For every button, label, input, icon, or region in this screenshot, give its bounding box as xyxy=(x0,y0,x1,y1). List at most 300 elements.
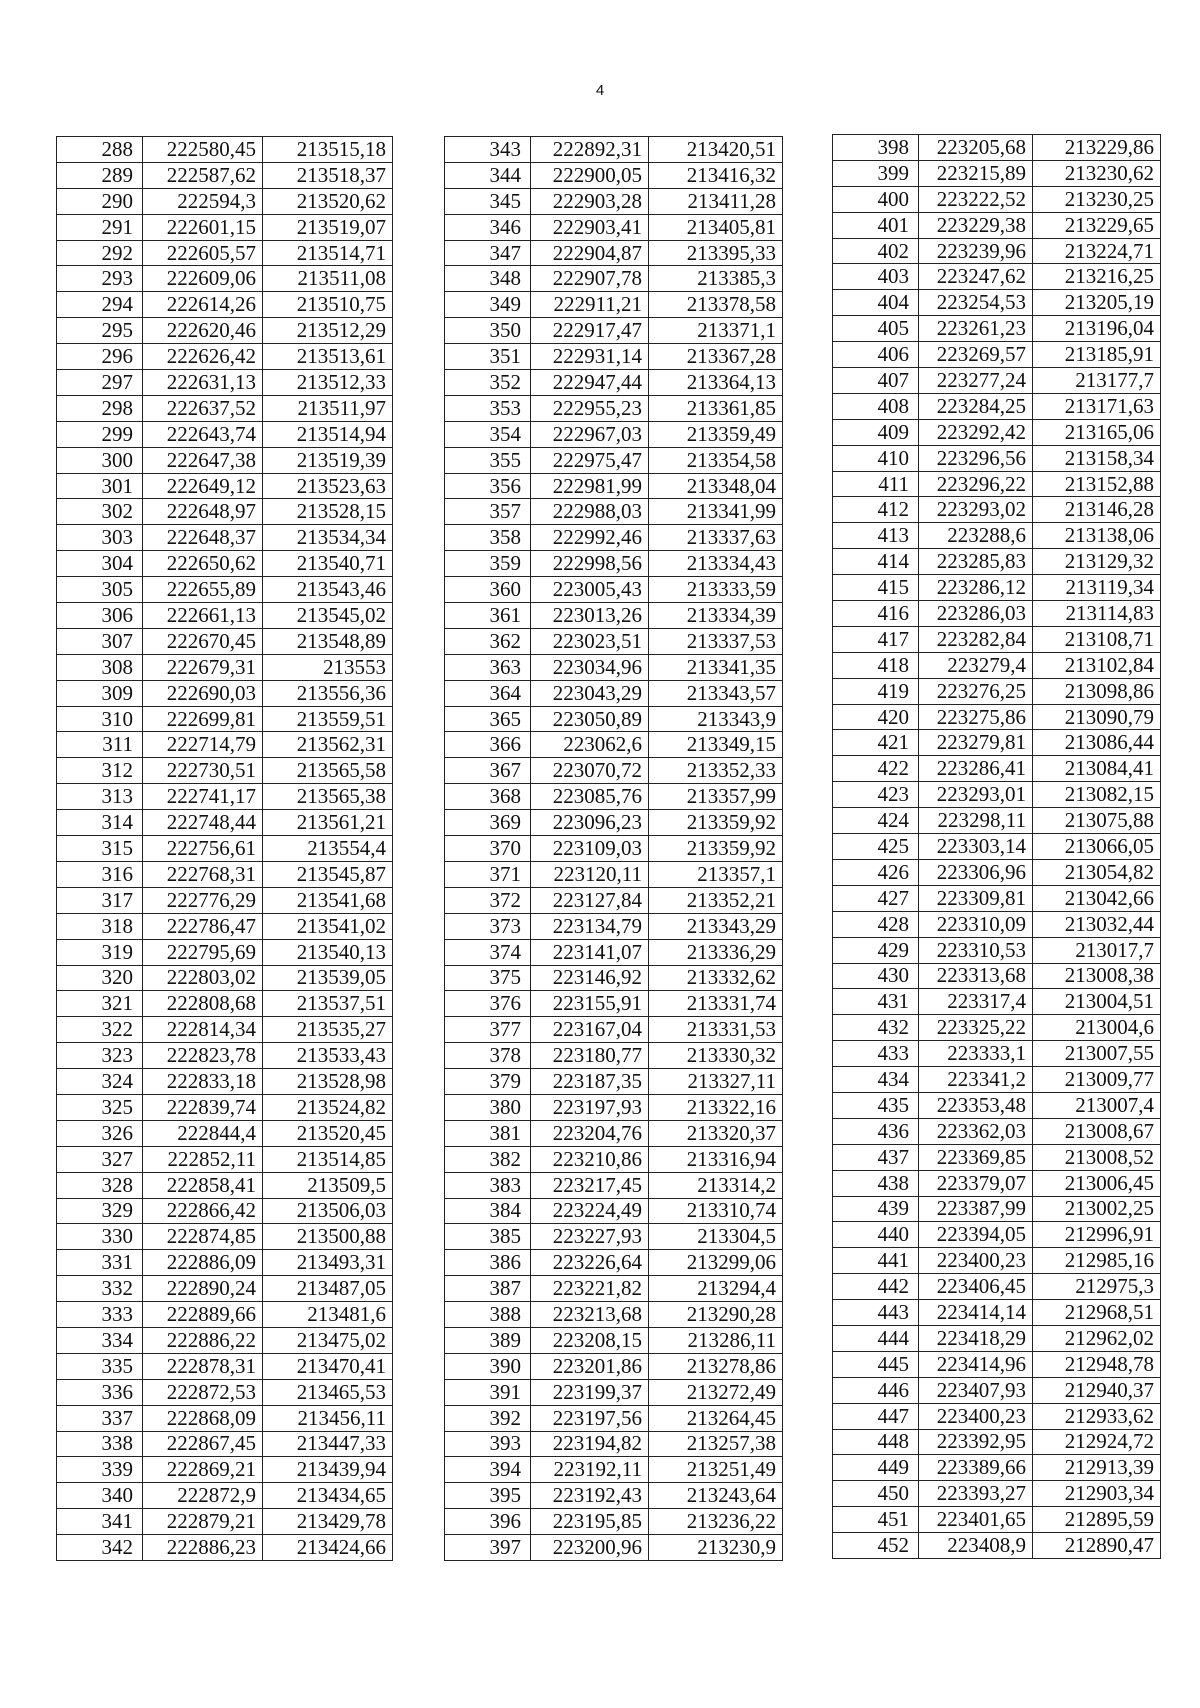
x-coordinate-cell: 222614,26 xyxy=(143,292,263,318)
y-coordinate-cell: 213528,15 xyxy=(263,499,393,525)
y-coordinate-cell: 213008,67 xyxy=(1033,1118,1161,1144)
point-number-cell: 411 xyxy=(833,471,919,497)
table-row xyxy=(57,1120,393,1146)
table-row xyxy=(833,419,1161,445)
x-coordinate-cell: 223296,22 xyxy=(919,471,1033,497)
table-row xyxy=(833,497,1161,523)
point-number-cell: 440 xyxy=(833,1222,919,1248)
table-row xyxy=(833,1015,1161,1041)
y-coordinate-cell: 213539,05 xyxy=(263,965,393,991)
x-coordinate-cell: 223401,65 xyxy=(919,1507,1033,1533)
table-row xyxy=(445,784,783,810)
point-number-cell: 402 xyxy=(833,238,919,264)
y-coordinate-cell: 213066,05 xyxy=(1033,834,1161,860)
table-row xyxy=(833,782,1161,808)
point-number-cell: 310 xyxy=(57,706,143,732)
point-number-cell: 350 xyxy=(445,318,531,344)
y-coordinate-cell: 213481,6 xyxy=(263,1302,393,1328)
x-coordinate-cell: 222988,03 xyxy=(531,499,649,525)
point-number-cell: 300 xyxy=(57,447,143,473)
table-row xyxy=(833,1041,1161,1067)
table-row xyxy=(445,706,783,732)
y-coordinate-cell: 213559,51 xyxy=(263,706,393,732)
table-row xyxy=(833,911,1161,937)
table-row xyxy=(445,1327,783,1353)
point-number-cell: 422 xyxy=(833,756,919,782)
point-number-cell: 425 xyxy=(833,834,919,860)
point-number-cell: 436 xyxy=(833,1118,919,1144)
table-row xyxy=(833,135,1161,161)
y-coordinate-cell: 213278,86 xyxy=(649,1353,783,1379)
x-coordinate-cell: 222878,31 xyxy=(143,1353,263,1379)
x-coordinate-cell: 223229,38 xyxy=(919,212,1033,238)
x-coordinate-cell: 223222,52 xyxy=(919,186,1033,212)
point-number-cell: 354 xyxy=(445,421,531,447)
y-coordinate-cell: 213352,21 xyxy=(649,887,783,913)
x-coordinate-cell: 222886,22 xyxy=(143,1327,263,1353)
y-coordinate-cell: 213405,81 xyxy=(649,214,783,240)
x-coordinate-cell: 222866,42 xyxy=(143,1198,263,1224)
x-coordinate-cell: 222648,37 xyxy=(143,525,263,551)
y-coordinate-cell: 213548,89 xyxy=(263,628,393,654)
y-coordinate-cell: 213290,28 xyxy=(649,1302,783,1328)
table-row xyxy=(57,1043,393,1069)
point-number-cell: 313 xyxy=(57,784,143,810)
y-coordinate-cell: 213333,59 xyxy=(649,577,783,603)
x-coordinate-cell: 222867,45 xyxy=(143,1431,263,1457)
y-coordinate-cell: 213330,32 xyxy=(649,1043,783,1069)
point-number-cell: 399 xyxy=(833,160,919,186)
y-coordinate-cell: 213032,44 xyxy=(1033,911,1161,937)
x-coordinate-cell: 223204,76 xyxy=(531,1120,649,1146)
y-coordinate-cell: 213236,22 xyxy=(649,1509,783,1535)
x-coordinate-cell: 223279,4 xyxy=(919,652,1033,678)
point-number-cell: 302 xyxy=(57,499,143,525)
y-coordinate-cell: 213349,15 xyxy=(649,732,783,758)
x-coordinate-cell: 223096,23 xyxy=(531,810,649,836)
point-number-cell: 303 xyxy=(57,525,143,551)
y-coordinate-cell: 213357,1 xyxy=(649,861,783,887)
point-number-cell: 312 xyxy=(57,758,143,784)
y-coordinate-cell: 213514,71 xyxy=(263,240,393,266)
x-coordinate-cell: 222650,62 xyxy=(143,551,263,577)
x-coordinate-cell: 223201,86 xyxy=(531,1353,649,1379)
x-coordinate-cell: 223194,82 xyxy=(531,1431,649,1457)
table-row xyxy=(445,836,783,862)
point-number-cell: 410 xyxy=(833,445,919,471)
x-coordinate-cell: 222795,69 xyxy=(143,939,263,965)
point-number-cell: 304 xyxy=(57,551,143,577)
x-coordinate-cell: 223217,45 xyxy=(531,1172,649,1198)
y-coordinate-cell: 213565,58 xyxy=(263,758,393,784)
y-coordinate-cell: 213562,31 xyxy=(263,732,393,758)
x-coordinate-cell: 222839,74 xyxy=(143,1094,263,1120)
point-number-cell: 301 xyxy=(57,473,143,499)
y-coordinate-cell: 213493,31 xyxy=(263,1250,393,1276)
table-row xyxy=(57,292,393,318)
table-row xyxy=(57,266,393,292)
y-coordinate-cell: 213332,62 xyxy=(649,965,783,991)
y-coordinate-cell: 213456,11 xyxy=(263,1405,393,1431)
point-number-cell: 363 xyxy=(445,654,531,680)
x-coordinate-cell: 223309,81 xyxy=(919,885,1033,911)
table-row xyxy=(833,549,1161,575)
point-number-cell: 431 xyxy=(833,989,919,1015)
x-coordinate-cell: 223200,96 xyxy=(531,1535,649,1561)
table-row xyxy=(833,704,1161,730)
table-row xyxy=(445,473,783,499)
x-coordinate-cell: 222868,09 xyxy=(143,1405,263,1431)
x-coordinate-cell: 222844,4 xyxy=(143,1120,263,1146)
x-coordinate-cell: 223269,57 xyxy=(919,342,1033,368)
table-row xyxy=(57,861,393,887)
x-coordinate-cell: 222679,31 xyxy=(143,654,263,680)
x-coordinate-cell: 223023,51 xyxy=(531,628,649,654)
y-coordinate-cell: 213196,04 xyxy=(1033,316,1161,342)
x-coordinate-cell: 223414,96 xyxy=(919,1351,1033,1377)
x-coordinate-cell: 223325,22 xyxy=(919,1015,1033,1041)
y-coordinate-cell: 213152,88 xyxy=(1033,471,1161,497)
point-number-cell: 435 xyxy=(833,1092,919,1118)
x-coordinate-cell: 223285,83 xyxy=(919,549,1033,575)
table-row xyxy=(445,887,783,913)
point-number-cell: 365 xyxy=(445,706,531,732)
x-coordinate-cell: 223034,96 xyxy=(531,654,649,680)
table-row xyxy=(445,292,783,318)
point-number-cell: 432 xyxy=(833,1015,919,1041)
table-row xyxy=(57,732,393,758)
x-coordinate-cell: 222900,05 xyxy=(531,162,649,188)
x-coordinate-cell: 222911,21 xyxy=(531,292,649,318)
y-coordinate-cell: 213487,05 xyxy=(263,1276,393,1302)
table-row xyxy=(445,1302,783,1328)
coordinates-table-1 xyxy=(56,136,393,1561)
x-coordinate-cell: 223050,89 xyxy=(531,706,649,732)
point-number-cell: 289 xyxy=(57,162,143,188)
table-row xyxy=(57,810,393,836)
point-number-cell: 444 xyxy=(833,1325,919,1351)
y-coordinate-cell: 213520,62 xyxy=(263,188,393,214)
y-coordinate-cell: 213341,99 xyxy=(649,499,783,525)
table-row xyxy=(57,1198,393,1224)
table-row xyxy=(57,395,393,421)
x-coordinate-cell: 223288,6 xyxy=(919,523,1033,549)
table-row xyxy=(57,939,393,965)
table-row xyxy=(57,1483,393,1509)
table-row xyxy=(57,214,393,240)
point-number-cell: 330 xyxy=(57,1224,143,1250)
table-row xyxy=(57,1509,393,1535)
point-number-cell: 296 xyxy=(57,344,143,370)
table-row xyxy=(833,989,1161,1015)
y-coordinate-cell: 213554,4 xyxy=(263,836,393,862)
y-coordinate-cell: 213007,55 xyxy=(1033,1041,1161,1067)
point-number-cell: 447 xyxy=(833,1403,919,1429)
x-coordinate-cell: 222690,03 xyxy=(143,680,263,706)
y-coordinate-cell: 212940,37 xyxy=(1033,1377,1161,1403)
x-coordinate-cell: 223387,99 xyxy=(919,1196,1033,1222)
x-coordinate-cell: 223254,53 xyxy=(919,290,1033,316)
point-number-cell: 375 xyxy=(445,965,531,991)
x-coordinate-cell: 223286,03 xyxy=(919,601,1033,627)
x-coordinate-cell: 223226,64 xyxy=(531,1250,649,1276)
point-number-cell: 398 xyxy=(833,135,919,161)
point-number-cell: 360 xyxy=(445,577,531,603)
table-row xyxy=(57,1224,393,1250)
point-number-cell: 366 xyxy=(445,732,531,758)
x-coordinate-cell: 223293,02 xyxy=(919,497,1033,523)
point-number-cell: 384 xyxy=(445,1198,531,1224)
y-coordinate-cell: 213119,34 xyxy=(1033,575,1161,601)
table-row xyxy=(833,1429,1161,1455)
table-row xyxy=(57,913,393,939)
x-coordinate-cell: 222601,15 xyxy=(143,214,263,240)
y-coordinate-cell: 213042,66 xyxy=(1033,885,1161,911)
table-row xyxy=(833,393,1161,419)
y-coordinate-cell: 212962,02 xyxy=(1033,1325,1161,1351)
y-coordinate-cell: 213556,36 xyxy=(263,680,393,706)
y-coordinate-cell: 213416,32 xyxy=(649,162,783,188)
point-number-cell: 417 xyxy=(833,626,919,652)
y-coordinate-cell: 213439,94 xyxy=(263,1457,393,1483)
point-number-cell: 340 xyxy=(57,1483,143,1509)
y-coordinate-cell: 213500,88 xyxy=(263,1224,393,1250)
point-number-cell: 419 xyxy=(833,678,919,704)
point-number-cell: 351 xyxy=(445,344,531,370)
point-number-cell: 311 xyxy=(57,732,143,758)
point-number-cell: 382 xyxy=(445,1146,531,1172)
point-number-cell: 298 xyxy=(57,395,143,421)
y-coordinate-cell: 213008,52 xyxy=(1033,1144,1161,1170)
x-coordinate-cell: 222631,13 xyxy=(143,370,263,396)
point-number-cell: 412 xyxy=(833,497,919,523)
point-number-cell: 338 xyxy=(57,1431,143,1457)
point-number-cell: 316 xyxy=(57,861,143,887)
y-coordinate-cell: 213331,74 xyxy=(649,991,783,1017)
table-row xyxy=(57,1069,393,1095)
point-number-cell: 372 xyxy=(445,887,531,913)
x-coordinate-cell: 222917,47 xyxy=(531,318,649,344)
x-coordinate-cell: 222670,45 xyxy=(143,628,263,654)
table-row xyxy=(445,603,783,629)
table-row xyxy=(833,238,1161,264)
x-coordinate-cell: 223310,09 xyxy=(919,911,1033,937)
y-coordinate-cell: 213310,74 xyxy=(649,1198,783,1224)
point-number-cell: 322 xyxy=(57,1017,143,1043)
point-number-cell: 434 xyxy=(833,1067,919,1093)
x-coordinate-cell: 222699,81 xyxy=(143,706,263,732)
x-coordinate-cell: 223406,45 xyxy=(919,1274,1033,1300)
table-row xyxy=(833,445,1161,471)
table-row xyxy=(833,1533,1161,1559)
x-coordinate-cell: 223389,66 xyxy=(919,1455,1033,1481)
table-row xyxy=(445,499,783,525)
table-row xyxy=(445,628,783,654)
y-coordinate-cell: 213513,61 xyxy=(263,344,393,370)
y-coordinate-cell: 212948,78 xyxy=(1033,1351,1161,1377)
point-number-cell: 349 xyxy=(445,292,531,318)
table-row xyxy=(445,1353,783,1379)
y-coordinate-cell: 213320,37 xyxy=(649,1120,783,1146)
y-coordinate-cell: 213420,51 xyxy=(649,137,783,163)
point-number-cell: 315 xyxy=(57,836,143,862)
table-row xyxy=(833,1351,1161,1377)
y-coordinate-cell: 213511,08 xyxy=(263,266,393,292)
x-coordinate-cell: 222730,51 xyxy=(143,758,263,784)
point-number-cell: 359 xyxy=(445,551,531,577)
y-coordinate-cell: 213343,9 xyxy=(649,706,783,732)
y-coordinate-cell: 213395,33 xyxy=(649,240,783,266)
point-number-cell: 353 xyxy=(445,395,531,421)
table-row xyxy=(833,1196,1161,1222)
x-coordinate-cell: 223407,93 xyxy=(919,1377,1033,1403)
table-row xyxy=(57,344,393,370)
point-number-cell: 291 xyxy=(57,214,143,240)
table-row xyxy=(833,1403,1161,1429)
table-row xyxy=(57,473,393,499)
x-coordinate-cell: 222858,41 xyxy=(143,1172,263,1198)
x-coordinate-cell: 223275,86 xyxy=(919,704,1033,730)
x-coordinate-cell: 223261,23 xyxy=(919,316,1033,342)
x-coordinate-cell: 222661,13 xyxy=(143,603,263,629)
y-coordinate-cell: 213185,91 xyxy=(1033,342,1161,368)
y-coordinate-cell: 213348,04 xyxy=(649,473,783,499)
point-number-cell: 327 xyxy=(57,1146,143,1172)
x-coordinate-cell: 222886,23 xyxy=(143,1535,263,1561)
y-coordinate-cell: 213545,02 xyxy=(263,603,393,629)
y-coordinate-cell: 213561,21 xyxy=(263,810,393,836)
point-number-cell: 449 xyxy=(833,1455,919,1481)
y-coordinate-cell: 213357,99 xyxy=(649,784,783,810)
x-coordinate-cell: 223247,62 xyxy=(919,264,1033,290)
y-coordinate-cell: 213528,98 xyxy=(263,1069,393,1095)
point-number-cell: 418 xyxy=(833,652,919,678)
x-coordinate-cell: 223310,53 xyxy=(919,937,1033,963)
table-row xyxy=(833,290,1161,316)
x-coordinate-cell: 222803,02 xyxy=(143,965,263,991)
y-coordinate-cell: 213506,03 xyxy=(263,1198,393,1224)
x-coordinate-cell: 223215,89 xyxy=(919,160,1033,186)
table-row xyxy=(445,1017,783,1043)
x-coordinate-cell: 223279,81 xyxy=(919,730,1033,756)
y-coordinate-cell: 213519,07 xyxy=(263,214,393,240)
x-coordinate-cell: 223303,14 xyxy=(919,834,1033,860)
y-coordinate-cell: 212890,47 xyxy=(1033,1533,1161,1559)
x-coordinate-cell: 223205,68 xyxy=(919,135,1033,161)
y-coordinate-cell: 213146,28 xyxy=(1033,497,1161,523)
y-coordinate-cell: 213082,15 xyxy=(1033,782,1161,808)
point-number-cell: 371 xyxy=(445,861,531,887)
y-coordinate-cell: 213514,85 xyxy=(263,1146,393,1172)
y-coordinate-cell: 213314,2 xyxy=(649,1172,783,1198)
y-coordinate-cell: 213002,25 xyxy=(1033,1196,1161,1222)
y-coordinate-cell: 213511,97 xyxy=(263,395,393,421)
table-row xyxy=(445,1172,783,1198)
y-coordinate-cell: 213216,25 xyxy=(1033,264,1161,290)
x-coordinate-cell: 223392,95 xyxy=(919,1429,1033,1455)
y-coordinate-cell: 213540,13 xyxy=(263,939,393,965)
point-number-cell: 437 xyxy=(833,1144,919,1170)
point-number-cell: 309 xyxy=(57,680,143,706)
y-coordinate-cell: 213008,38 xyxy=(1033,963,1161,989)
x-coordinate-cell: 223306,96 xyxy=(919,859,1033,885)
x-coordinate-cell: 223282,84 xyxy=(919,626,1033,652)
x-coordinate-cell: 222756,61 xyxy=(143,836,263,862)
table-row xyxy=(445,266,783,292)
point-number-cell: 397 xyxy=(445,1535,531,1561)
table-row xyxy=(833,1067,1161,1093)
table-row xyxy=(445,1457,783,1483)
y-coordinate-cell: 213434,65 xyxy=(263,1483,393,1509)
y-coordinate-cell: 213537,51 xyxy=(263,991,393,1017)
y-coordinate-cell: 213243,64 xyxy=(649,1483,783,1509)
point-number-cell: 369 xyxy=(445,810,531,836)
page-number: 4 xyxy=(595,82,605,99)
table-row xyxy=(445,939,783,965)
table-row xyxy=(57,1405,393,1431)
table-row xyxy=(833,859,1161,885)
x-coordinate-cell: 222903,28 xyxy=(531,188,649,214)
x-coordinate-cell: 223286,12 xyxy=(919,575,1033,601)
point-number-cell: 383 xyxy=(445,1172,531,1198)
x-coordinate-cell: 222903,41 xyxy=(531,214,649,240)
y-coordinate-cell: 213361,85 xyxy=(649,395,783,421)
y-coordinate-cell: 213543,46 xyxy=(263,577,393,603)
x-coordinate-cell: 222886,09 xyxy=(143,1250,263,1276)
y-coordinate-cell: 213535,27 xyxy=(263,1017,393,1043)
point-number-cell: 328 xyxy=(57,1172,143,1198)
point-number-cell: 414 xyxy=(833,549,919,575)
point-number-cell: 333 xyxy=(57,1302,143,1328)
y-coordinate-cell: 212968,51 xyxy=(1033,1300,1161,1326)
x-coordinate-cell: 222890,24 xyxy=(143,1276,263,1302)
table-row xyxy=(445,318,783,344)
table-row xyxy=(445,758,783,784)
table-row xyxy=(57,551,393,577)
point-number-cell: 334 xyxy=(57,1327,143,1353)
table-row xyxy=(445,732,783,758)
point-number-cell: 401 xyxy=(833,212,919,238)
table-row xyxy=(57,240,393,266)
y-coordinate-cell: 213205,19 xyxy=(1033,290,1161,316)
y-coordinate-cell: 213177,7 xyxy=(1033,368,1161,394)
y-coordinate-cell: 213519,39 xyxy=(263,447,393,473)
y-coordinate-cell: 213230,9 xyxy=(649,1535,783,1561)
x-coordinate-cell: 222580,45 xyxy=(143,137,263,163)
point-number-cell: 391 xyxy=(445,1379,531,1405)
point-number-cell: 305 xyxy=(57,577,143,603)
table-row xyxy=(833,601,1161,627)
point-number-cell: 325 xyxy=(57,1094,143,1120)
y-coordinate-cell: 213334,39 xyxy=(649,603,783,629)
table-row xyxy=(57,680,393,706)
table-row xyxy=(57,1172,393,1198)
point-number-cell: 386 xyxy=(445,1250,531,1276)
point-number-cell: 395 xyxy=(445,1483,531,1509)
point-number-cell: 308 xyxy=(57,654,143,680)
x-coordinate-cell: 223369,85 xyxy=(919,1144,1033,1170)
y-coordinate-cell: 213424,66 xyxy=(263,1535,393,1561)
table-row xyxy=(833,1248,1161,1274)
x-coordinate-cell: 222874,85 xyxy=(143,1224,263,1250)
x-coordinate-cell: 223109,03 xyxy=(531,836,649,862)
point-number-cell: 377 xyxy=(445,1017,531,1043)
y-coordinate-cell: 213515,18 xyxy=(263,137,393,163)
point-number-cell: 420 xyxy=(833,704,919,730)
x-coordinate-cell: 222981,99 xyxy=(531,473,649,499)
table-row xyxy=(445,1198,783,1224)
y-coordinate-cell: 213337,53 xyxy=(649,628,783,654)
